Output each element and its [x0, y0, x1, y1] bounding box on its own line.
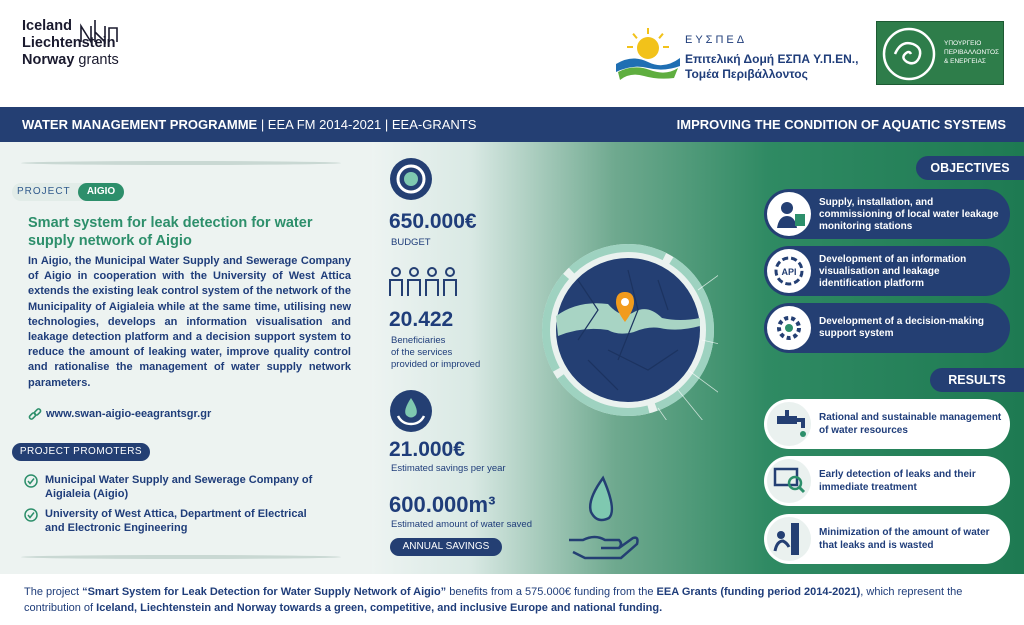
objective-text: Development of a decision-making support system [819, 316, 985, 339]
savings-label: Estimated savings per year [391, 463, 506, 474]
result-icon-wrap [767, 517, 811, 561]
region-map [538, 240, 718, 420]
project-tab-label: PROJECT [17, 186, 71, 197]
objective-icon-wrap [767, 249, 811, 293]
objective-icon-wrap [767, 306, 811, 350]
footer-part: The project [24, 586, 83, 598]
project-title: Smart system for leak detection for water supply network of Aigio [28, 215, 313, 249]
eyspe-sun-logo-icon [612, 26, 682, 82]
beneficiaries-label: provided or improved [391, 359, 481, 370]
ministry-line3: & ΕΝΕΡΓΕΙΑΣ [944, 58, 986, 65]
objective-icon-wrap [767, 192, 811, 236]
svg-text:API: API [781, 267, 797, 277]
result-item [764, 456, 1010, 506]
objective-item [764, 246, 1010, 296]
pipe-worker-icon [767, 517, 811, 561]
ministry-text [944, 39, 999, 66]
water-saved-label: Estimated amount of water saved [391, 519, 532, 530]
footer [0, 574, 1024, 625]
api-icon [767, 249, 811, 293]
eea-mark-icon [79, 18, 119, 48]
main-panel [0, 142, 1024, 574]
logo-norway: Norway [22, 52, 75, 68]
hand-drop-icon [565, 474, 641, 562]
programme-meta: | EEA FM 2014-2021 | EEA-GRANTS [257, 117, 477, 132]
beneficiaries-label: of the services [391, 347, 453, 358]
result-icon-wrap [767, 402, 811, 446]
footer-eea-grants: EEA Grants (funding period 2014-2021) [656, 586, 861, 598]
worker-icon [767, 192, 811, 236]
promoters-tab: PROJECT PROMOTERS [12, 443, 150, 461]
objective-text: Supply, installation, and commissioning of local water leakage monitoring stations [819, 197, 999, 232]
result-text: Early detection of leaks and their immediate treatment [819, 469, 976, 493]
result-icon-wrap [767, 459, 811, 503]
footer-project-name: “Smart System for Leak Detection for Water Supply Network of Aigio” [82, 586, 447, 598]
check-icon [24, 508, 38, 522]
monitor-search-icon [767, 459, 811, 503]
check-icon [24, 474, 38, 488]
promoter-item: Municipal Water Supply and Sewerage Company of Aigialeia (Aigio) [45, 474, 313, 500]
results-header: RESULTS [930, 368, 1024, 392]
eyspe-title: ΕΥΣΠΕΔ [685, 34, 748, 46]
logo-line-liechtenstein: Liechtenstein [22, 35, 116, 51]
footer-part: benefits from a 575.000€ funding from the [446, 586, 657, 598]
promoter-item: University of West Attica, Department of Electrical and Electronic Engineering [45, 508, 307, 534]
programme-name: WATER MANAGEMENT PROGRAMME [22, 117, 258, 132]
savings-value: 21.000€ [389, 438, 465, 461]
programme-title [22, 117, 476, 132]
eyspe-line1: Επιτελική Δομή ΕΣΠΑ Υ.Π.ΕΝ., [685, 52, 859, 66]
eyspe-line2: Τομέα Περιβάλλοντος [685, 67, 808, 81]
header [0, 0, 1024, 107]
result-text: Rational and sustainable management of water resources [819, 412, 1002, 436]
beneficiaries-label: Beneficiaries [391, 335, 446, 346]
footer-countries: Iceland, Liechtenstein and Norway towards a green, competitive, and inclusive Europe and national funding. [96, 602, 663, 614]
beneficiaries-value: 20.422 [389, 308, 454, 331]
faucet-icon [767, 402, 811, 446]
people-icon [388, 266, 458, 298]
footer-part: , which represent the contribution of [24, 586, 963, 614]
objectives-header: OBJECTIVES [916, 156, 1024, 180]
divider-shadow [16, 158, 346, 168]
budget-icon [388, 156, 434, 202]
result-text: Minimization of the amount of water that leaks and is wasted [819, 527, 990, 551]
gear-icon [767, 306, 811, 350]
objective-text: Development of an information visualisation and leakage identification platform [819, 254, 967, 289]
left-panel [0, 142, 372, 574]
logo-line-norway [22, 52, 119, 69]
link-icon [28, 408, 42, 422]
project-tab [12, 183, 124, 201]
result-item [764, 399, 1010, 449]
annual-savings-tab: ANNUAL SAVINGS [390, 538, 502, 556]
footer-text [24, 584, 1014, 616]
ministry-emblem-icon [881, 26, 937, 82]
objective-item [764, 189, 1010, 239]
result-item [764, 514, 1010, 564]
logo-line-iceland: Iceland [22, 18, 72, 34]
ministry-logo [876, 21, 1004, 85]
objective-item [764, 303, 1010, 353]
project-url-link[interactable]: www.swan-aigio-eeagrantsgr.gr [46, 408, 212, 420]
ministry-line2: ΠΕΡΙΒΑΛΛΟΝΤΟΣ [944, 49, 1000, 56]
water-savings-icon [388, 388, 434, 434]
project-tab-value: AIGIO [78, 183, 124, 201]
budget-value: 650.000€ [389, 210, 477, 233]
project-description: In Aigio, the Municipal Water Supply and Sewerage Company of Aigio in cooperation with the University of West Attica extends the existing leak control system of the network of the Municipality of Aigialeia while at the same time, utilising new technologies, develops an information visualisation and leakage detection platform and a decision support system to reduce the amount of leaking water, improve quality control and rationalise the management of water supply network parameters. [28, 255, 351, 389]
programme-subtitle: IMPROVING THE CONDITION OF AQUATIC SYSTEMS [676, 117, 1006, 132]
water-saved-value: 600.000m³ [389, 492, 496, 517]
title-bar [0, 107, 1024, 142]
divider-shadow [16, 552, 346, 562]
budget-label: BUDGET [391, 237, 431, 248]
logo-grants: grants [78, 52, 119, 68]
ministry-line1: ΥΠΟΥΡΓΕΙΟ [944, 40, 982, 47]
